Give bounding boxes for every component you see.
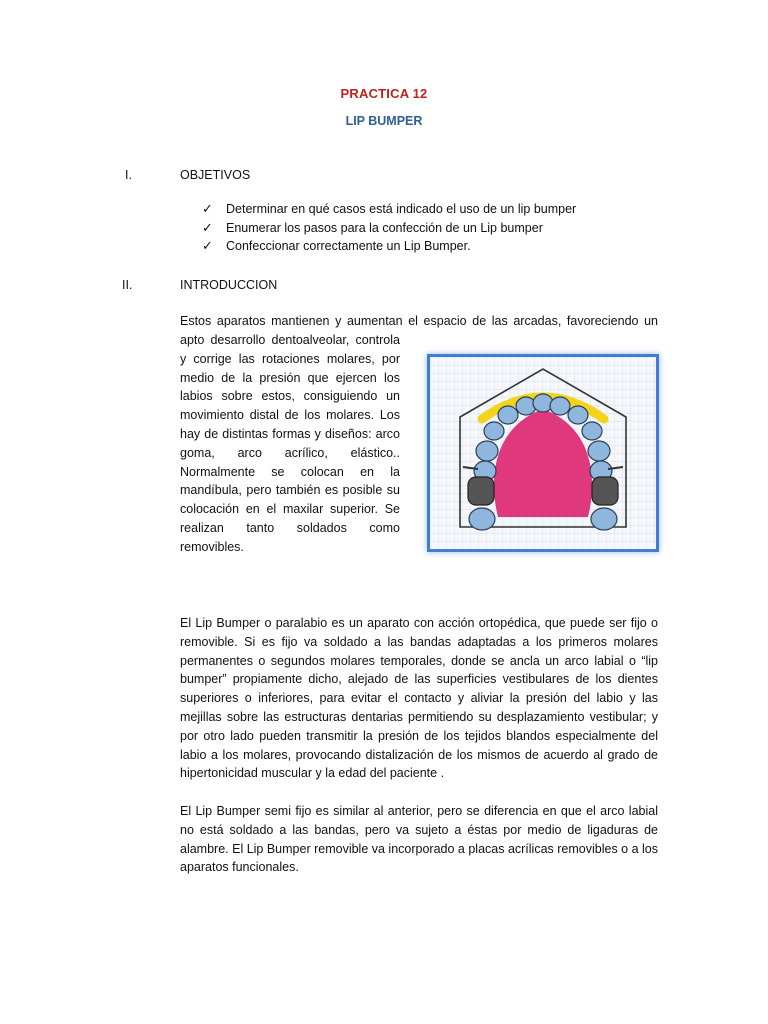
checkmark-icon: ✓ bbox=[202, 219, 213, 235]
tooth bbox=[498, 406, 518, 424]
objectives-list bbox=[202, 200, 576, 256]
list-item: ✓ Enumerar los pasos para la confección de un Lip bumper bbox=[202, 219, 543, 235]
section-number-introduction: II. bbox=[122, 278, 133, 292]
molar-band-left bbox=[468, 477, 494, 505]
tooth bbox=[582, 422, 602, 440]
section-heading-objectives: OBJETIVOS bbox=[180, 168, 251, 182]
checkmark-icon: ✓ bbox=[202, 238, 213, 254]
tooth bbox=[568, 406, 588, 424]
intro-first-line: Estos aparatos mantienen y aumentan el espacio de las arcadas, favoreciendo un bbox=[180, 314, 658, 328]
tooth bbox=[588, 441, 610, 461]
molar-band-right bbox=[592, 477, 618, 505]
paragraph-semi-fixed: El Lip Bumper semi fijo es similar al anterior, pero se diferencia en que el arco labial no está soldado a las bandas, pero va sujeto a éstas por medio de ligaduras de alambre. El Lip Bumper removible va incorporado a placas acrílicas removibles o a los aparatos funcionales. bbox=[180, 804, 658, 875]
tooth bbox=[550, 397, 570, 415]
section-heading-introduction: INTRODUCCION bbox=[180, 278, 278, 292]
checkmark-icon: ✓ bbox=[202, 201, 213, 217]
list-item: ✓ Determinar en qué casos está indicado el uso de un lip bumper bbox=[202, 201, 577, 217]
tooth bbox=[469, 508, 495, 530]
tooth bbox=[484, 422, 504, 440]
lip-bumper-figure bbox=[427, 354, 659, 552]
tooth bbox=[591, 508, 617, 530]
list-item: ✓ Confeccionar correctamente un Lip Bumper. bbox=[202, 238, 471, 254]
intro-wrapped-text: apto desarrollo dentoalveolar, controla y corrige las rotaciones molares, por medio de la presión que ejercen los labios sobre estos, consiguiendo un movimiento distal de los molares. Los hay de distintas formas y diseños: arco goma, arco acrílico, elástico.. Normalmente se colocan en la mandíbula, pero también es posible su colocación en el maxilar superior. Se realizan tanto soldados como removibles. bbox=[180, 333, 400, 554]
paragraph-lip-bumper: El Lip Bumper o paralabio es un aparato con acción ortopédica, que puede ser fijo o removible. Si es fijo va soldado a las bandas adaptadas a los primeros molares permanentes o segundos molares temporales, donde se ancla un arco labial o “lip bumper” propiamente dicho, alejado de las superficies vestibulares de los dientes superiores o inferiores, para evitar el contacto y aliviar la presión del labio y las mejillas sobre las estructuras dentarias permitiendo su desplazamiento vestibular; y por otro lado pueden transmitir la presión de los tejidos blandos especialmente del labio a los molares, provocando distalización de los mismos de acuerdo al grado de hipertonicidad muscular y la edad del paciente . bbox=[180, 616, 658, 781]
section-number-objectives: I. bbox=[125, 168, 132, 182]
page-subtitle: LIP BUMPER bbox=[345, 114, 423, 128]
page-title: PRACTICA 12 bbox=[340, 86, 428, 101]
tooth bbox=[476, 441, 498, 461]
